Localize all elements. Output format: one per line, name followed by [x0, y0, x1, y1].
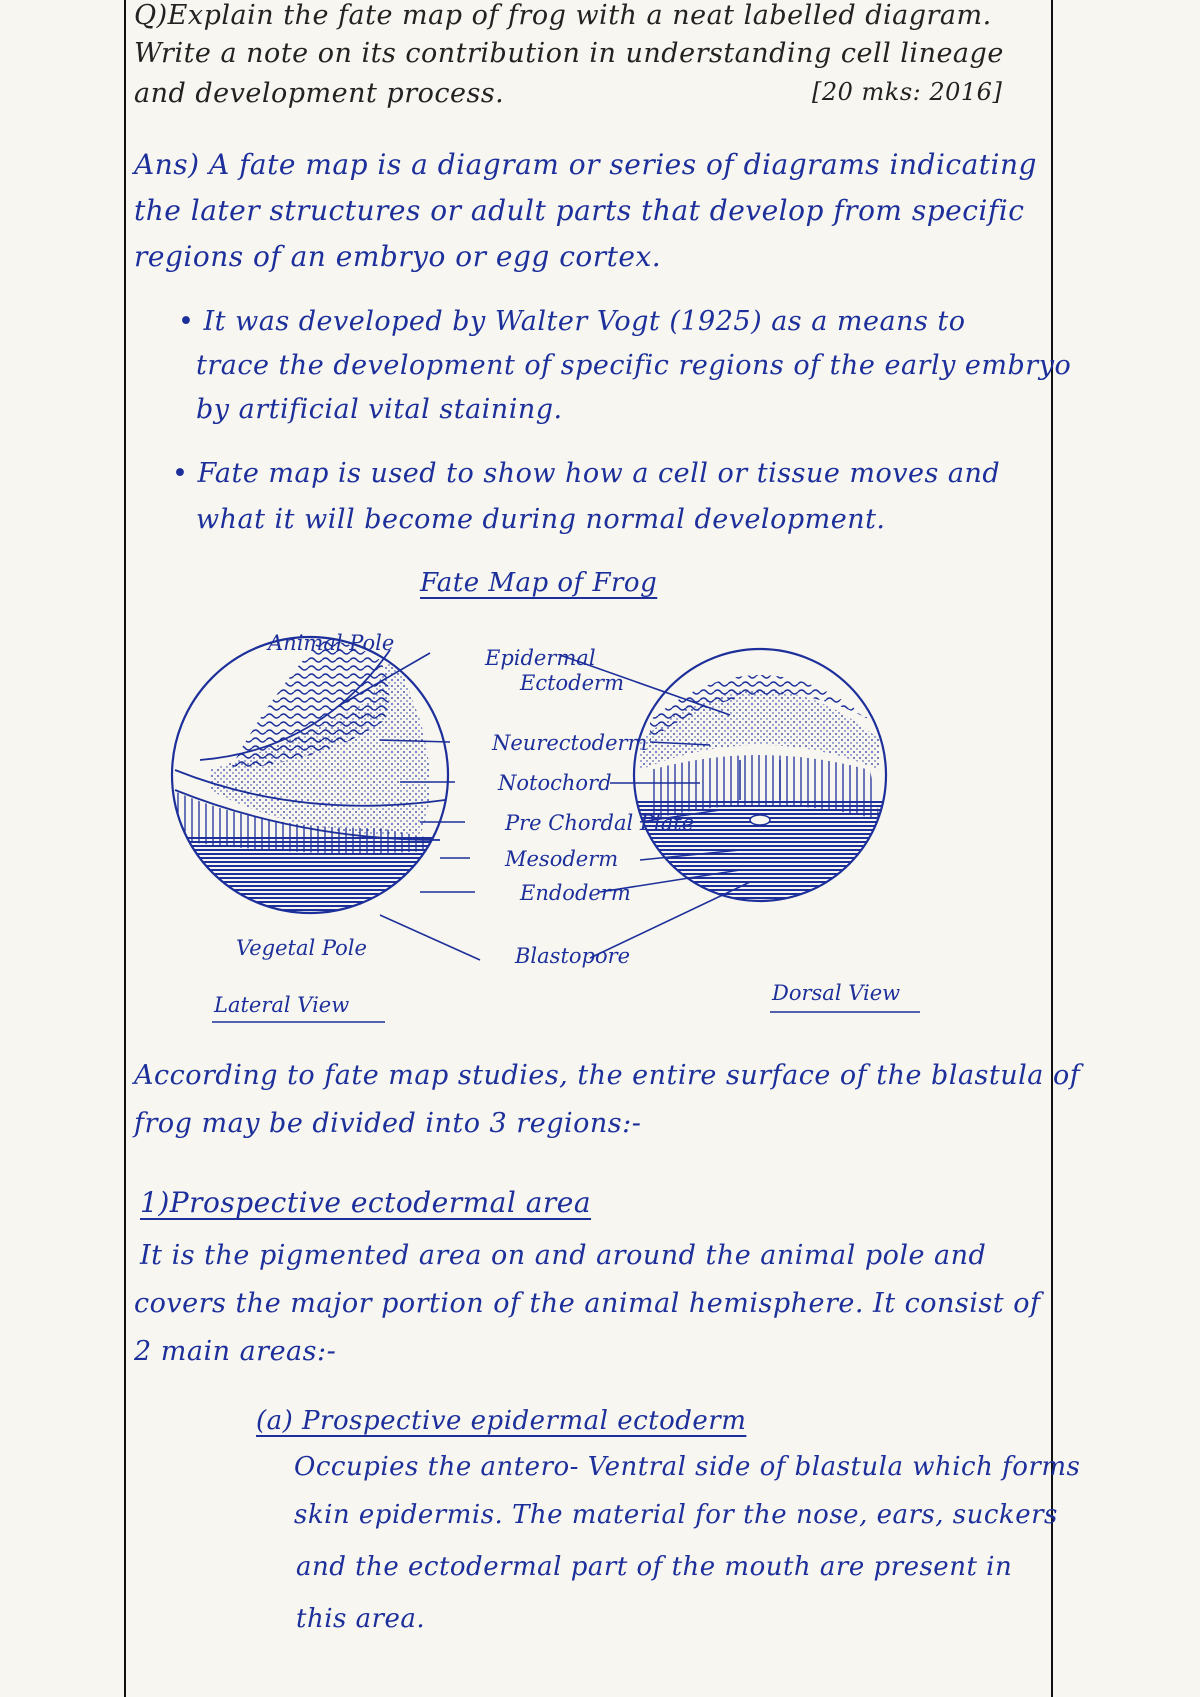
label-animal-pole: Animal Pole: [268, 631, 395, 655]
label-vegetal-pole: Vegetal Pole: [236, 936, 367, 960]
para-1-line-1: It is the pigmented area on and around the animal pole and: [140, 1240, 987, 1271]
label-mesoderm: Mesoderm: [505, 847, 619, 871]
question-line-2: Write a note on its contribution in understanding cell lineage: [134, 38, 1004, 69]
para-1-line-2: covers the major portion of the animal hemisphere. It consist of: [134, 1288, 1041, 1319]
figure-title: Fate Map of Frog: [420, 568, 658, 598]
label-ectoderm: Ectoderm: [520, 671, 624, 695]
question-line-3: and development process.: [134, 78, 505, 109]
answer-line-2: the later structures or adult parts that develop from specific: [134, 194, 1025, 227]
body-line-2: frog may be divided into 3 regions:-: [134, 1108, 642, 1139]
bullet-1-line-1: • It was developed by Walter Vogt (1925) as a means to: [178, 306, 966, 337]
label-endoderm: Endoderm: [520, 881, 631, 905]
bullet-1-line-3: by artificial vital staining.: [196, 394, 563, 425]
para-1-line-3: 2 main areas:-: [134, 1336, 337, 1367]
sub-para-line-4: this area.: [296, 1604, 426, 1634]
bullet-2-line-2: what it will become during normal development.: [196, 504, 886, 535]
label-neurectoderm: Neurectoderm: [492, 731, 648, 755]
answer-line-3: regions of an embryo or egg cortex.: [134, 240, 662, 273]
label-prechordal-plate: Pre Chordal Plate: [505, 811, 695, 835]
label-dorsal-view: Dorsal View: [772, 981, 901, 1005]
bullet-2-line-1: • Fate map is used to show how a cell or tissue moves and: [172, 458, 1001, 489]
label-epidermal: Epidermal: [485, 646, 596, 670]
subheading-epidermal-ectoderm: (a) Prospective epidermal ectoderm: [256, 1406, 747, 1436]
label-notochord: Notochord: [498, 771, 612, 795]
lateral-view-embryo: [160, 637, 460, 925]
question-marks: [20 mks: 2016]: [812, 78, 1003, 106]
sub-para-line-3: and the ectodermal part of the mouth are present in: [296, 1552, 1013, 1582]
answer-line-1: Ans) A fate map is a diagram or series of diagrams indicating: [134, 148, 1037, 181]
heading-prospective-ectodermal: 1)Prospective ectodermal area: [140, 1186, 592, 1219]
question-line-1: Q)Explain the fate map of frog with a neat labelled diagram.: [134, 0, 992, 31]
body-line-1: According to fate map studies, the entire surface of the blastula of: [134, 1060, 1081, 1091]
sub-para-line-2: skin epidermis. The material for the nose, ears, suckers: [294, 1500, 1058, 1530]
bullet-1-line-2: trace the development of specific regions of the early embryo: [196, 350, 1072, 381]
label-blastopore: Blastopore: [515, 944, 631, 968]
dorsal-blastopore: [750, 815, 770, 825]
dorsal-view-embryo: [630, 649, 890, 910]
label-lateral-view: Lateral View: [214, 993, 350, 1017]
sub-para-line-1: Occupies the antero- Ventral side of blastula which forms: [294, 1452, 1081, 1482]
